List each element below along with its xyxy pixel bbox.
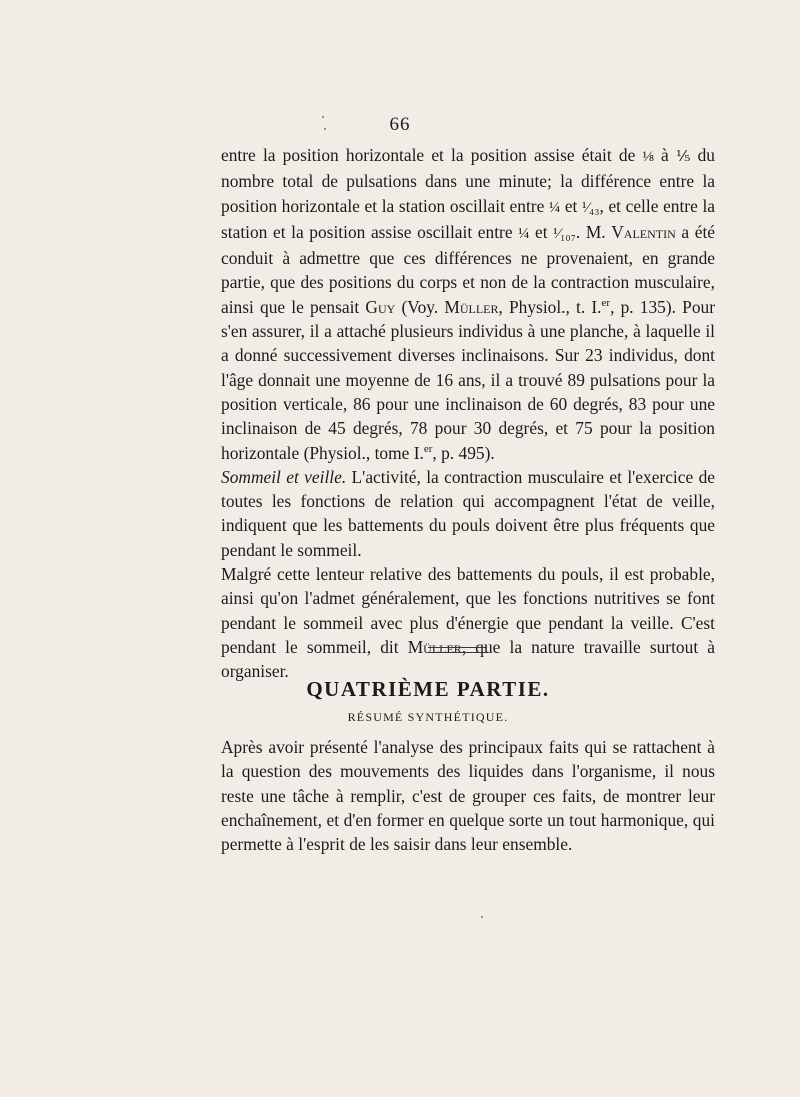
text-run: Guy <box>365 296 396 317</box>
body-text-bottom <box>221 735 715 856</box>
text-run: ¹⁄₁₀₇ <box>553 225 576 242</box>
text-run: Sommeil et veille. <box>221 466 347 487</box>
text-run: ⅛ <box>642 149 654 165</box>
text-run: ¼ <box>548 199 561 216</box>
part-subtitle: RÉSUMÉ SYNTHÉTIQUE. <box>347 710 509 724</box>
text-run: , et celle entre la station et la position assise oscillait entre <box>221 195 715 242</box>
part-title: QUATRIÈME PARTIE. <box>306 677 550 701</box>
paper-speck <box>322 116 324 118</box>
paragraph <box>221 735 715 856</box>
section-divider-rule <box>428 647 487 653</box>
text-run: . M. <box>575 221 612 242</box>
text-run: Après avoir présenté l'analyse des principaux faits qui se rattachent à la question des mouvements des liquides dans l'organisme, il nous reste une tâche à remplir, c'est de grouper ces faits, de montrer leur enchaînement, et d'en former en quelque sorte un tout harmonique, qui permette à l'esprit de les saisir dans leur ensemble. <box>221 737 715 855</box>
paragraph <box>221 143 715 465</box>
text-run: , Physiol., t. I. <box>498 296 602 317</box>
paper-speck <box>481 916 483 918</box>
text-run: (Voy. <box>395 296 445 317</box>
text-run: Müller <box>444 296 499 317</box>
paper-speck <box>324 128 326 130</box>
text-run: er <box>423 442 433 455</box>
text-run: er <box>601 296 611 309</box>
text-run: ¼ <box>518 225 530 242</box>
text-run: , p. 495). <box>432 442 495 463</box>
text-run: , p. 135). Pour s'en assurer, il a attaché plusieurs individus à une planche, à laquelle il a donné successivement diverses inclinaisons. Sur 23 individus, dont l'âge donnait une moyenne de 16 ans, il a trouvé 89 pulsations pour la position verticale, 86 pour une inclinaison de 60 degrés, 83 pour une inclinaison de 45 degrés, 78 pour 30 degrés, et 75 pour la position horizontale (Physiol., tome I. <box>221 296 716 463</box>
text-run: Malgré cette lenteur relative des battements du pouls, il est probable, ainsi qu'on l'admet généralement, que les fonctions nutritives se font pendant le sommeil avec plus d'énergie que pendant la veille. C'est pendant le sommeil, dit <box>221 564 715 657</box>
text-run: et <box>529 221 554 242</box>
text-run: Valentin <box>611 221 676 242</box>
text-run: ⅕ <box>675 149 691 165</box>
body-text-top <box>221 143 715 684</box>
text-run: et <box>560 195 582 216</box>
text-run: Müller <box>407 636 462 657</box>
text-run: entre la position horizontale et la position assise était de <box>221 145 643 165</box>
text-run: ¹⁄₄₃ <box>582 199 600 216</box>
text-run: L'activité, la contraction musculaire et l'exercice de toutes les fonctions de relation qui accompagnent l'état de veille, indiquent que les battements du pouls doivent être plus fréquents que pendant le sommeil. <box>221 466 715 560</box>
paragraph <box>221 562 715 683</box>
page-number: 66 <box>389 114 411 135</box>
text-run: à <box>653 145 676 165</box>
text-run: du nombre total de pulsations dans une minute; la différence entre la position horizontale et la station oscillait entre <box>221 145 715 216</box>
text-run: a été conduit à admettre que ces différences ne provenaient, en grande partie, que des positions du corps et non de la contraction musculaire, ainsi que le pensait <box>221 221 715 317</box>
paragraph <box>221 465 715 562</box>
text-run: , que la nature travaille surtout à organiser. <box>221 636 715 682</box>
